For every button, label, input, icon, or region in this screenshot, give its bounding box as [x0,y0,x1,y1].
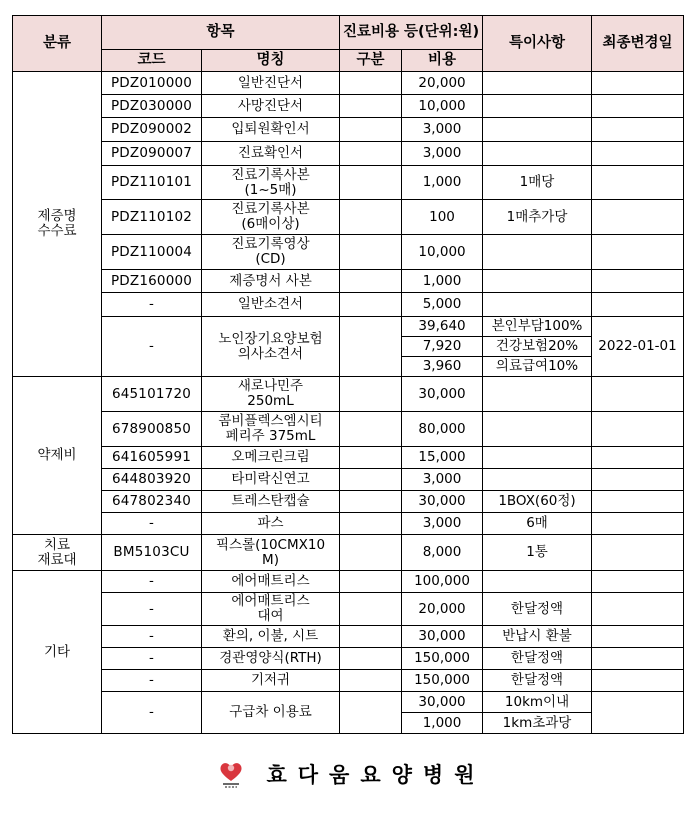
header-fee: 진료비용 등(단위:원) [340,16,483,50]
name-cell: 경관영양식(RTH) [202,648,340,670]
division-cell [340,166,402,200]
table-row [13,118,684,142]
name-cell: 진료확인서 [202,142,340,166]
division-cell [340,118,402,142]
division-cell [340,648,402,670]
date-cell [592,72,684,95]
name-cell: 일반진단서 [202,72,340,95]
table-row [13,200,684,235]
category-material: 치료 재료대 [13,535,102,571]
cost-cell: 10,000 [402,95,483,118]
division-cell [340,626,402,648]
code-cell: - [102,593,202,626]
date-cell [592,412,684,447]
division-cell [340,200,402,235]
division-cell [340,72,402,95]
cost-cell: 8,000 [402,535,483,571]
cost-cell: 10,000 [402,235,483,270]
cost-cell: 3,000 [402,513,483,535]
note-cell: 한달정액 [483,593,592,626]
note-cell: 1매추가당 [483,200,592,235]
note-cell [483,72,592,95]
note-cell [483,95,592,118]
cost-cell: 1,000 [402,270,483,293]
date-cell [592,513,684,535]
note-cell [483,293,592,317]
table-row [13,648,684,670]
header-row [13,16,684,50]
note-cell: 한달정액 [483,648,592,670]
cost-cell: 3,000 [402,469,483,491]
name-cell: 파스 [202,513,340,535]
note-cell: 10km이내 [483,692,592,713]
date-cell [592,142,684,166]
cost-cell: 1,000 [402,713,483,734]
code-cell: PDZ010000 [102,72,202,95]
date-cell [592,491,684,513]
cost-cell: 3,960 [402,357,483,377]
code-cell: PDZ090007 [102,142,202,166]
table-row [13,469,684,491]
division-cell [340,235,402,270]
note-cell [483,142,592,166]
table-row [13,142,684,166]
code-cell: - [102,317,202,377]
code-cell: PDZ110004 [102,235,202,270]
cost-cell: 5,000 [402,293,483,317]
date-cell [592,692,684,734]
table-row [13,95,684,118]
table-row [13,593,684,626]
code-cell: 641605991 [102,447,202,469]
cost-cell: 150,000 [402,648,483,670]
note-cell: 반납시 환불 [483,626,592,648]
note-cell: 한달정액 [483,670,592,692]
header-last-modified: 최종변경일 [592,16,684,72]
date-cell [592,270,684,293]
date-cell [592,670,684,692]
cost-cell: 20,000 [402,72,483,95]
table-row [13,670,684,692]
table-row [13,235,684,270]
code-cell: - [102,692,202,734]
division-cell [340,412,402,447]
hospital-name: 효다움요양병원 [266,762,486,787]
name-cell: 오메크린크림 [202,447,340,469]
cost-cell: 150,000 [402,670,483,692]
header-category: 분류 [13,16,102,72]
cost-cell: 100 [402,200,483,235]
division-cell [340,571,402,593]
division-cell [340,317,402,377]
table-row [13,571,684,593]
code-cell: - [102,293,202,317]
cost-cell: 100,000 [402,571,483,593]
footer [0,754,700,794]
date-cell [592,593,684,626]
code-cell: 647802340 [102,491,202,513]
date-cell [592,235,684,270]
code-cell: 645101720 [102,377,202,412]
code-cell: - [102,513,202,535]
date-cell [592,166,684,200]
hospital-logo-icon [214,757,248,791]
note-cell: 본인부담100% [483,317,592,337]
name-cell: 사망진단서 [202,95,340,118]
name-cell: 환의, 이불, 시트 [202,626,340,648]
date-cell [592,293,684,317]
name-cell: 일반소견서 [202,293,340,317]
cost-cell: 80,000 [402,412,483,447]
name-cell: 진료기록사본 (1~5매) [202,166,340,200]
code-cell: - [102,670,202,692]
cost-cell: 30,000 [402,692,483,713]
category-medicine: 약제비 [13,377,102,535]
table-row [13,377,684,412]
date-cell [592,118,684,142]
name-cell: 콤비플렉스엠시티 페리주 375mL [202,412,340,447]
cost-cell: 20,000 [402,593,483,626]
note-cell: 건강보험20% [483,337,592,357]
code-cell: PDZ090002 [102,118,202,142]
name-cell: 노인장기요양보험 의사소견서 [202,317,340,377]
note-cell [483,235,592,270]
name-cell: 진료기록사본 (6매이상) [202,200,340,235]
note-cell [483,447,592,469]
cost-cell: 7,920 [402,337,483,357]
note-cell: 1통 [483,535,592,571]
category-other: 기타 [13,571,102,734]
table-row [13,626,684,648]
note-cell: 1매당 [483,166,592,200]
name-cell: 픽스롤(10CMX10 M) [202,535,340,571]
date-cell [592,535,684,571]
code-cell: PDZ110101 [102,166,202,200]
name-cell: 새로나민주 250mL [202,377,340,412]
division-cell [340,469,402,491]
note-cell [483,118,592,142]
fee-table [12,15,684,734]
division-cell [340,142,402,166]
date-cell [592,377,684,412]
note-cell: 1km초과당 [483,713,592,734]
division-cell [340,270,402,293]
cost-cell: 30,000 [402,377,483,412]
header-division: 구분 [340,50,402,72]
table-row [13,270,684,293]
table-row [13,166,684,200]
header-cost: 비용 [402,50,483,72]
name-cell: 타미락신연고 [202,469,340,491]
category-certificate: 제증명 수수료 [13,72,102,377]
division-cell [340,513,402,535]
code-cell: PDZ110102 [102,200,202,235]
date-cell [592,626,684,648]
date-cell [592,447,684,469]
note-cell [483,412,592,447]
code-cell: - [102,571,202,593]
table-row [13,412,684,447]
table-row [13,535,684,571]
name-cell: 입퇴원확인서 [202,118,340,142]
name-cell: 제증명서 사본 [202,270,340,293]
header-notes: 특이사항 [483,16,592,72]
division-cell [340,447,402,469]
note-cell: 의료급여10% [483,357,592,377]
note-cell [483,571,592,593]
code-cell: - [102,648,202,670]
cost-cell: 30,000 [402,626,483,648]
code-cell: BM5103CU [102,535,202,571]
name-cell: 트레스탄캡슐 [202,491,340,513]
table-row [13,293,684,317]
cost-cell: 3,000 [402,118,483,142]
division-cell [340,593,402,626]
date-cell [592,200,684,235]
cost-cell: 3,000 [402,142,483,166]
date-cell [592,95,684,118]
header-name: 명칭 [202,50,340,72]
header-item: 항목 [102,16,340,50]
division-cell [340,670,402,692]
note-cell: 1BOX(60정) [483,491,592,513]
division-cell [340,535,402,571]
name-cell: 진료기록영상 (CD) [202,235,340,270]
table-row [13,513,684,535]
date-cell: 2022-01-01 [592,317,684,377]
division-cell [340,692,402,734]
cost-cell: 1,000 [402,166,483,200]
code-cell: 678900850 [102,412,202,447]
division-cell [340,293,402,317]
note-cell [483,270,592,293]
division-cell [340,95,402,118]
header-code: 코드 [102,50,202,72]
table-row [13,447,684,469]
cost-cell: 30,000 [402,491,483,513]
cost-cell: 39,640 [402,317,483,337]
code-cell: PDZ160000 [102,270,202,293]
code-cell: PDZ030000 [102,95,202,118]
date-cell [592,648,684,670]
note-cell [483,377,592,412]
cost-cell: 15,000 [402,447,483,469]
date-cell [592,469,684,491]
division-cell [340,377,402,412]
table-row [13,692,684,713]
note-cell: 6매 [483,513,592,535]
name-cell: 에어매트리스 [202,571,340,593]
name-cell: 기저귀 [202,670,340,692]
code-cell: - [102,626,202,648]
table-row [13,317,684,337]
date-cell [592,571,684,593]
note-cell [483,469,592,491]
name-cell: 에어매트리스 대여 [202,593,340,626]
name-cell: 구급차 이용료 [202,692,340,734]
code-cell: 644803920 [102,469,202,491]
table-row [13,72,684,95]
table-row [13,491,684,513]
division-cell [340,491,402,513]
